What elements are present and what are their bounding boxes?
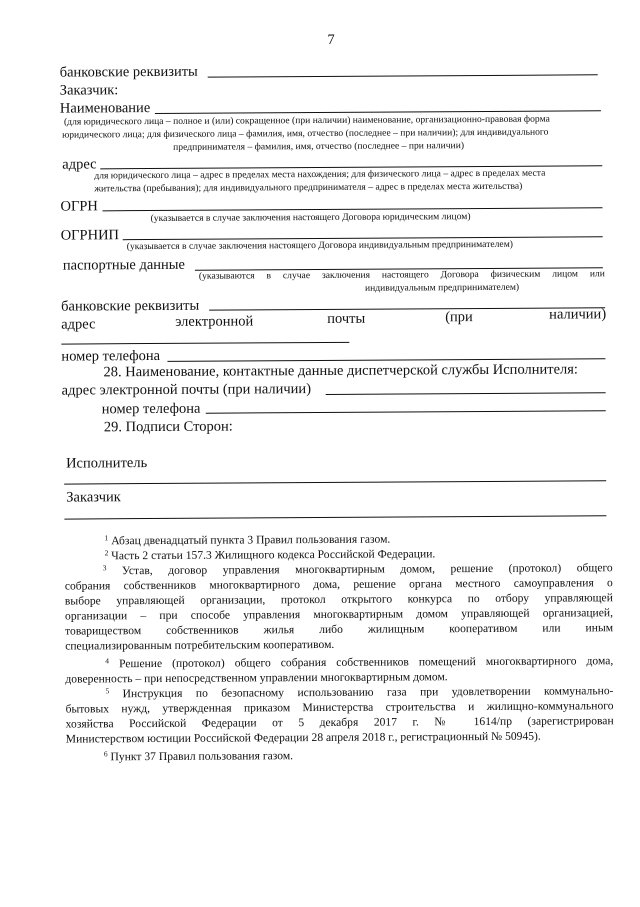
footnote-text: Пункт 37 Правил пользования газом. (110, 749, 294, 764)
footnote-mark: 5 (105, 686, 110, 696)
footnote-mark: 6 (103, 749, 108, 759)
footnote-3-line-6: специализированным потребительским кооперативом. (65, 637, 335, 653)
footnote-5-line-4: Министерством юстиции Российской Федерации 28 апреля 2018 г., регистрационный № 50945). (65, 729, 541, 746)
footnote-6 (104, 749, 293, 764)
footnote-text: Абзац двенадцатый пункта 3 Правил пользования газом. (111, 532, 391, 548)
address-note-line-2: жительства (пребывания); для индивидуального предпринимателя – адрес в пределах места жительства) (94, 180, 523, 195)
footnote-4-line-2: доверенность – при непосредственном управлении многоквартирным домом. (65, 670, 448, 686)
executor-signature-line (64, 480, 606, 484)
name-label: Наименование (59, 100, 151, 117)
ogrn-label: ОГРН (60, 198, 98, 215)
footnote-mark: 1 (104, 533, 109, 543)
email-field-line (61, 342, 349, 345)
ogrnip-note: (указывается в случае заключения настоящего Договора индивидуальным предпринимателем) (126, 238, 513, 253)
bank-details-field-line (208, 74, 598, 77)
passport-label: паспортные данные (62, 256, 186, 274)
name-note-line-1: (для юридического лица – полное и (или) сокращенное (при наличии) наименование, организационно-правовая форма (63, 113, 550, 128)
email-word-4: (при (445, 309, 473, 326)
name-note-line-3: предпринимателя – фамилия, имя, отчество (последнее – при наличии) (173, 140, 465, 153)
executor-label: Исполнитель (66, 455, 148, 472)
email-word-3: почты (327, 310, 366, 327)
bank-details-label: банковские реквизиты (59, 63, 198, 81)
footnote-3-line-1: $^3$ Устав, договор управления многоквартирным домом, решение (протокол) общего (102, 561, 613, 578)
name-note-line-2: юридического лица; для физического лица – фамилия, имя, отчество (последнее – при наличии); для индивидуального (62, 126, 549, 141)
footnote-2 (105, 547, 436, 563)
email-word-2: электронной (175, 313, 254, 330)
bank-details-label-2: банковские реквизиты (61, 297, 200, 315)
email-word-5: наличии) (549, 306, 607, 323)
customer-signature-line (64, 515, 606, 519)
dispatch-email-label: адрес электронной почты (при наличии) (61, 381, 312, 399)
ogrnip-label: ОГРНИП (60, 227, 120, 244)
footnote-3-line-2: собрания собственников многоквартирного дома, решение органа местного самоуправления о (64, 576, 613, 593)
email-word-1: адрес (61, 316, 96, 333)
footnote-5-line-3: хозяйства Российской Федерации от 5 декабря 2017 г. № 1614/пр (зарегистрирован (65, 714, 614, 731)
dispatch-phone-label: номер телефона (101, 400, 201, 418)
footnote-3-line-3: выборе управляющей организации, протокол открытого конкурса по отбору управляющей (64, 591, 613, 608)
address-note-line-1: для юридического лица – адрес в пределах места нахождения; для физического лица – адрес в пределах места (94, 167, 546, 182)
section-29-heading: 29. Подписи Сторон: (103, 418, 233, 436)
ogrn-field-line (103, 207, 603, 211)
footnote-5-line-2: бытовых нужд, утвержденная приказом Министерства строительства и жилищно-коммунального (65, 699, 614, 716)
section-28-heading: 28. Наименование, контактные данные диспетчерской службы Исполнителя: (103, 361, 578, 381)
passport-note-line-2: индивидуальным предпринимателем) (364, 281, 520, 294)
footnote-5-line-1: $^5$ Инструкция по безопасному использованию газа при удовлетворении коммунально- (105, 684, 614, 701)
customer-signature-label: Заказчик (66, 489, 121, 506)
dispatch-email-field-line (326, 392, 606, 395)
phone-label: номер телефона (61, 347, 161, 365)
footnote-3-line-5: товариществом собственников жилья либо жилищным кооперативом или иным (65, 621, 614, 638)
footnote-3-line-4: организации – при способе управления многоквартирным домом управляющей организацией, (64, 606, 614, 623)
footnote-4-line-1: $^4$ Решение (протокол) общего собрания собственников помещений многоквартирного дома, (105, 654, 614, 671)
ogrn-note: (указывается в случае заключения настоящего Договора юридическим лицом) (150, 211, 471, 225)
footnote-mark: 4 (105, 656, 110, 666)
footnote-text: Часть 2 статьи 157.3 Жилищного кодекса Российской Федерации. (111, 547, 436, 563)
bank-details-field-line-2 (209, 307, 605, 310)
address-label: адрес (62, 156, 97, 173)
dispatch-phone-field-line (206, 410, 606, 413)
page-number: 7 (327, 31, 335, 48)
footnote-mark: 3 (102, 563, 107, 573)
footnote-1 (104, 533, 390, 549)
customer-heading: Заказчик: (59, 82, 119, 99)
passport-note-line-1: (указываются в случае заключения настоящего Договора физическим лицом или (198, 268, 605, 282)
footnote-mark: 2 (104, 548, 109, 558)
